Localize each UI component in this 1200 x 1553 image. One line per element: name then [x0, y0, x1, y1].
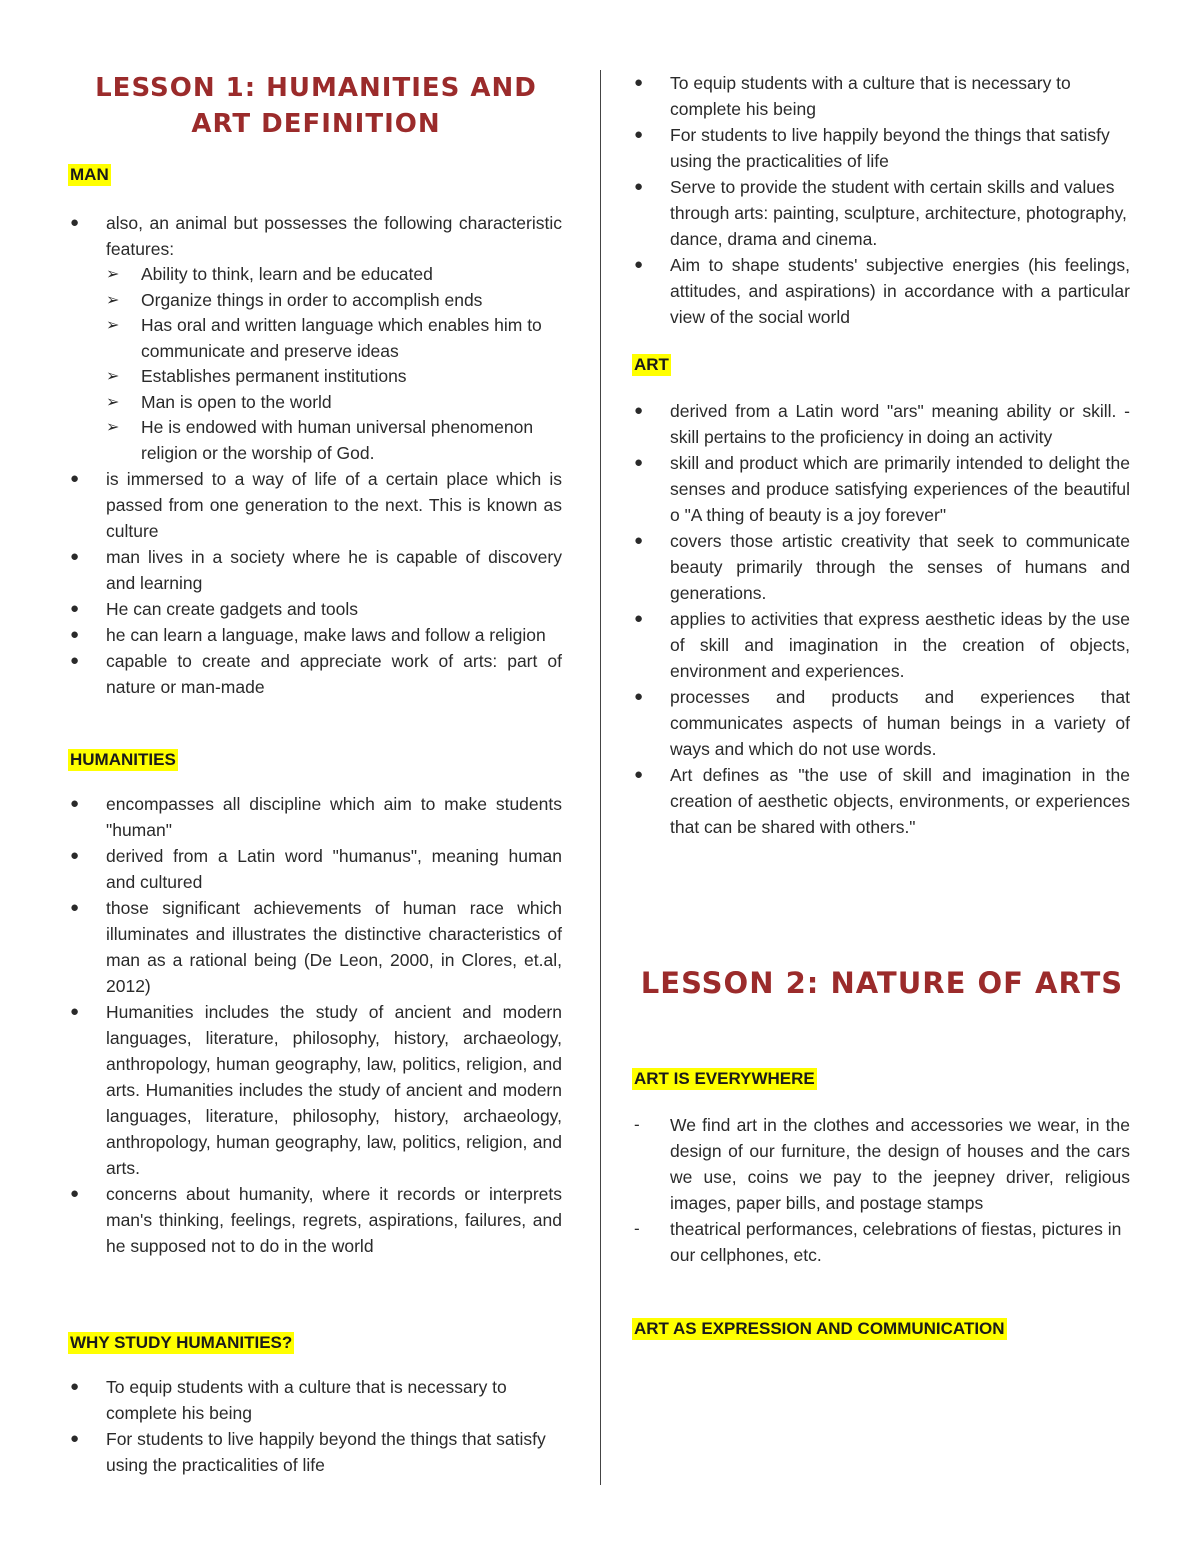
why-study-list-continued: [634, 70, 1130, 330]
man-sub-list: [70, 262, 562, 466]
humanities-list: [70, 791, 562, 1259]
art-heading: ART: [634, 355, 669, 374]
column-divider: [600, 70, 601, 1485]
sub-list-item: ➢ He is endowed with human universal phenomenon religion or the worship of God.: [106, 417, 534, 463]
list-item: ● Aim to shape students' subjective energies (his feelings, attitudes, and aspirations) in accordance with a particular view of the social world: [634, 252, 1130, 330]
list-item: - theatrical performances, celebrations of fiestas, pictures in our cellphones, etc.: [634, 1216, 1130, 1268]
humanities-section: [70, 749, 562, 1259]
bullet-icon: ●: [634, 454, 644, 471]
bullet-icon: ●: [70, 1378, 80, 1395]
sub-list-item: ➢ Man is open to the world: [70, 390, 562, 416]
bullet-icon: ●: [70, 847, 80, 864]
list-item: ● also, an animal but possesses the following characteristic features:: [70, 210, 562, 262]
list-item: ● skill and product which are primarily intended to delight the senses and produce satisfying experiences of the beautiful o "A thing of beauty is a joy forever": [634, 450, 1130, 528]
arrow-bullet-icon: ➢: [106, 393, 120, 411]
bullet-icon: ●: [634, 402, 644, 419]
art-everywhere-heading: ART IS EVERYWHERE: [634, 1069, 815, 1088]
arrow-bullet-icon: ➢: [106, 266, 120, 283]
list-item: ● covers those artistic creativity that seek to communicate beauty primarily through the senses of humans and generations.: [634, 528, 1130, 606]
man-heading: MAN: [70, 165, 109, 184]
arrow-bullet-icon: ➢: [106, 368, 120, 385]
arrow-bullet-icon: ➢: [106, 291, 120, 309]
list-item: ● Art defines as "the use of skill and imagination in the creation of aesthetic objects, environments, or experiences that can be shared with others.": [634, 762, 1130, 840]
sub-list-item: ➢ Establishes permanent institutions: [70, 364, 562, 390]
bullet-icon: ●: [70, 600, 80, 617]
bullet-icon: ●: [634, 256, 644, 273]
art-everywhere-section: [634, 1068, 1130, 1268]
list-item: ● those significant achievements of human race which illuminates and illustrates the distinctive characteristics of man as a rational being (De Leon, 2000, in Clores, et.al, 2012): [70, 895, 562, 999]
art-expression-heading: ART AS EXPRESSION AND COMMUNICATION: [634, 1319, 1005, 1338]
sub-list-item: ➢ Ability to think, learn and be educated: [70, 262, 562, 288]
list-item: - We find art in the clothes and accessories we wear, in the design of our furniture, the design of houses and the cars we use, coins we pay to the jeepney driver, religious images, paper bills, and postage stamps: [634, 1112, 1130, 1216]
arrow-bullet-icon: ➢: [106, 419, 120, 436]
lesson-1-title: LESSON 1: HUMANITIES AND ART DEFINITION: [95, 73, 537, 139]
list-item: ● encompasses all discipline which aim to make students "human": [70, 791, 562, 843]
man-section: [70, 164, 562, 700]
list-item: ● capable to create and appreciate work of arts: part of nature or man-made: [70, 648, 562, 700]
humanities-heading: HUMANITIES: [70, 750, 176, 769]
why-study-heading: WHY STUDY HUMANITIES?: [70, 1333, 293, 1352]
art-section: [634, 354, 1130, 840]
bullet-icon: ●: [70, 470, 80, 487]
bullet-icon: ●: [634, 126, 644, 143]
list-item: ● applies to activities that express aesthetic ideas by the use of skill and imagination in the creation of objects, environment and experiences.: [634, 606, 1130, 684]
list-item: ● Serve to provide the student with certain skills and values through arts: painting, sculpture, architecture, photography, dance, drama and cinema.: [634, 174, 1130, 252]
list-item: ● is immersed to a way of life of a certain place which is passed from one generation to the next. This is known as culture: [70, 466, 562, 544]
bullet-icon: ●: [70, 548, 80, 565]
bullet-icon: ●: [634, 74, 644, 91]
list-item: ● To equip students with a culture that is necessary to complete his being: [70, 1374, 562, 1426]
why-study-section: [70, 1332, 562, 1478]
bullet-icon: ●: [634, 688, 644, 705]
list-item: ● man lives in a society where he is capable of discovery and learning: [70, 544, 562, 596]
arrow-bullet-icon: ➢: [106, 317, 120, 334]
list-item: ● For students to live happily beyond the things that satisfy using the practicalities of life: [634, 122, 1130, 174]
bullet-icon: ●: [70, 1003, 80, 1020]
bullet-icon: ●: [70, 1185, 80, 1202]
bullet-icon: ●: [634, 766, 644, 783]
list-item: ● To equip students with a culture that is necessary to complete his being: [634, 70, 1130, 122]
bullet-icon: ●: [70, 1430, 80, 1447]
bullet-icon: ●: [70, 795, 80, 812]
list-item: ● He can create gadgets and tools: [70, 596, 562, 622]
art-expression-section: [634, 1318, 1130, 1340]
list-item: ● he can learn a language, make laws and follow a religion: [70, 622, 562, 648]
dash-bullet-icon: -: [634, 1115, 640, 1134]
bullet-icon: ●: [70, 899, 80, 916]
bullet-icon: ●: [70, 626, 80, 643]
list-item: ● For students to live happily beyond the things that satisfy using the practicalities of life: [70, 1426, 562, 1478]
list-item: ● Humanities includes the study of ancient and modern languages, literature, philosophy, history, archaeology, anthropology, human geography, law, politics, religion, and arts. Humanities includes the study of ancient and modern languages, literature, philosophy, history, archaeology, anthropology, human geography, law, politics, religion, and arts.: [70, 999, 562, 1181]
list-item: ● derived from a Latin word "humanus", meaning human and cultured: [70, 843, 562, 895]
list-item: ● processes and products and experiences that communicates aspects of human beings in a variety of ways and which do not use words.: [634, 684, 1130, 762]
why-study-list: [70, 1374, 562, 1478]
bullet-icon: ●: [634, 178, 644, 195]
art-list: [634, 398, 1130, 840]
list-item: ● concerns about humanity, where it records or interprets man's thinking, feelings, regrets, aspirations, failures, and he supposed not to do in the world: [70, 1181, 562, 1259]
bullet-icon: ●: [70, 652, 80, 669]
bullet-icon: ●: [634, 532, 644, 549]
man-list: [70, 210, 562, 262]
bullet-icon: ●: [70, 214, 80, 231]
sub-list-item: ➢ Organize things in order to accomplish ends: [70, 288, 562, 314]
art-everywhere-list: [634, 1112, 1130, 1268]
sub-list-item: ➢ Has oral and written language which enables him to communicate and preserve ideas: [106, 315, 542, 361]
list-item: ● derived from a Latin word "ars" meaning ability or skill. - skill pertains to the proficiency in doing an activity: [634, 398, 1130, 450]
man-list-continued: [70, 466, 562, 700]
bullet-icon: ●: [634, 610, 644, 627]
dash-bullet-icon: -: [634, 1219, 640, 1238]
lesson-2-title: LESSON 2: NATURE OF ARTS: [640, 966, 1124, 1000]
